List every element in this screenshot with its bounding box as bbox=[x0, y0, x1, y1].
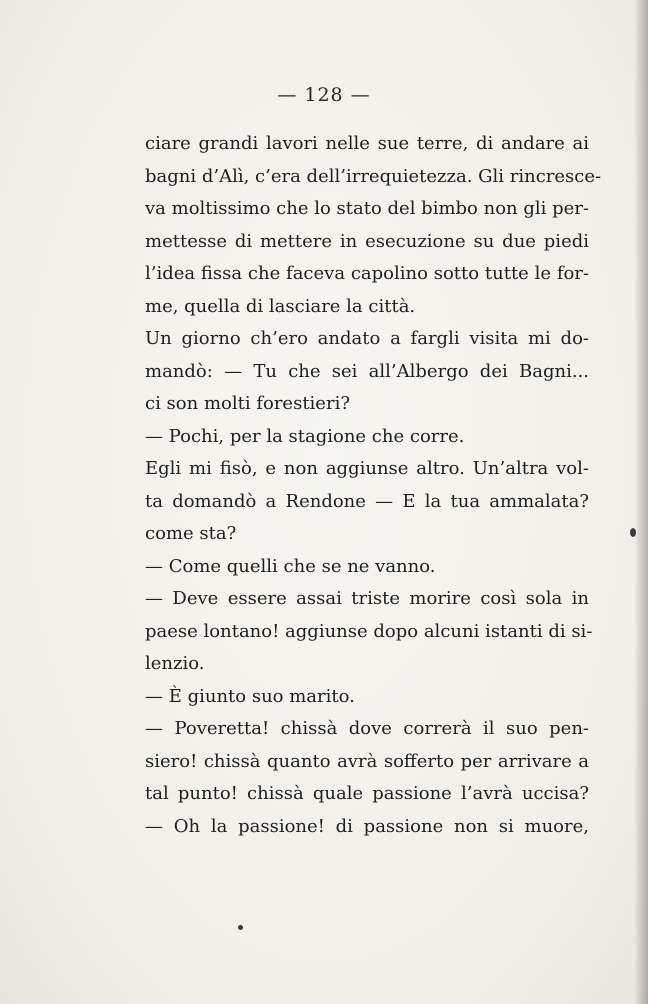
text-line: — Poveretta! chissà dove correrà il suo pen- bbox=[145, 718, 589, 739]
page-number: — 128 — bbox=[277, 84, 371, 106]
text-line: siero! chissà quanto avrà sofferto per arrivare a bbox=[145, 750, 589, 772]
text-line: ta domandò a Rendone — E la tua ammalata? bbox=[145, 490, 589, 512]
text-line: — Oh la passione! di passione non si muore, bbox=[145, 815, 589, 837]
text-line: ciare grandi lavori nelle sue terre, di andare ai bbox=[145, 133, 589, 154]
text-line: mettesse di mettere in esecuzione su due piedi bbox=[145, 230, 589, 252]
text-line: l’idea fissa che faceva capolino sotto tutte le for- bbox=[145, 263, 589, 284]
text-line: tal punto! chissà quale passione l’avrà uccisa? bbox=[145, 783, 589, 804]
text-line: ci son molti forestieri? bbox=[145, 393, 350, 414]
text-line: Un giorno ch’ero andato a fargli visita mi do- bbox=[145, 328, 589, 349]
text-line: Egli mi fisò, e non aggiunse altro. Un’altra vol- bbox=[145, 458, 589, 479]
text-line: va moltissimo che lo stato del bimbo non gli per- bbox=[145, 198, 589, 219]
text-line: — È giunto suo marito. bbox=[145, 685, 355, 707]
body-text bbox=[145, 128, 602, 843]
text-line: — Deve essere assai triste morire così sola in bbox=[145, 588, 589, 609]
text-line: lenzio. bbox=[145, 653, 205, 674]
text-line: bagni d’Alì, c’era dell’irrequietezza. Gli rincresce- bbox=[145, 165, 602, 187]
text-line: come sta? bbox=[145, 523, 237, 544]
text-line: — Pochi, per la stagione che corre. bbox=[145, 425, 465, 447]
text-line: mandò: — Tu che sei all’Albergo dei Bagni... bbox=[145, 360, 589, 382]
page-edge-shadow bbox=[634, 0, 648, 1004]
text-line: me, quella di lasciare la città. bbox=[145, 295, 416, 317]
ink-speck bbox=[238, 925, 243, 930]
text-line: — Come quelli che se ne vanno. bbox=[145, 555, 436, 577]
ink-speck bbox=[630, 528, 636, 537]
text-line: paese lontano! aggiunse dopo alcuni istanti di si- bbox=[145, 620, 593, 642]
